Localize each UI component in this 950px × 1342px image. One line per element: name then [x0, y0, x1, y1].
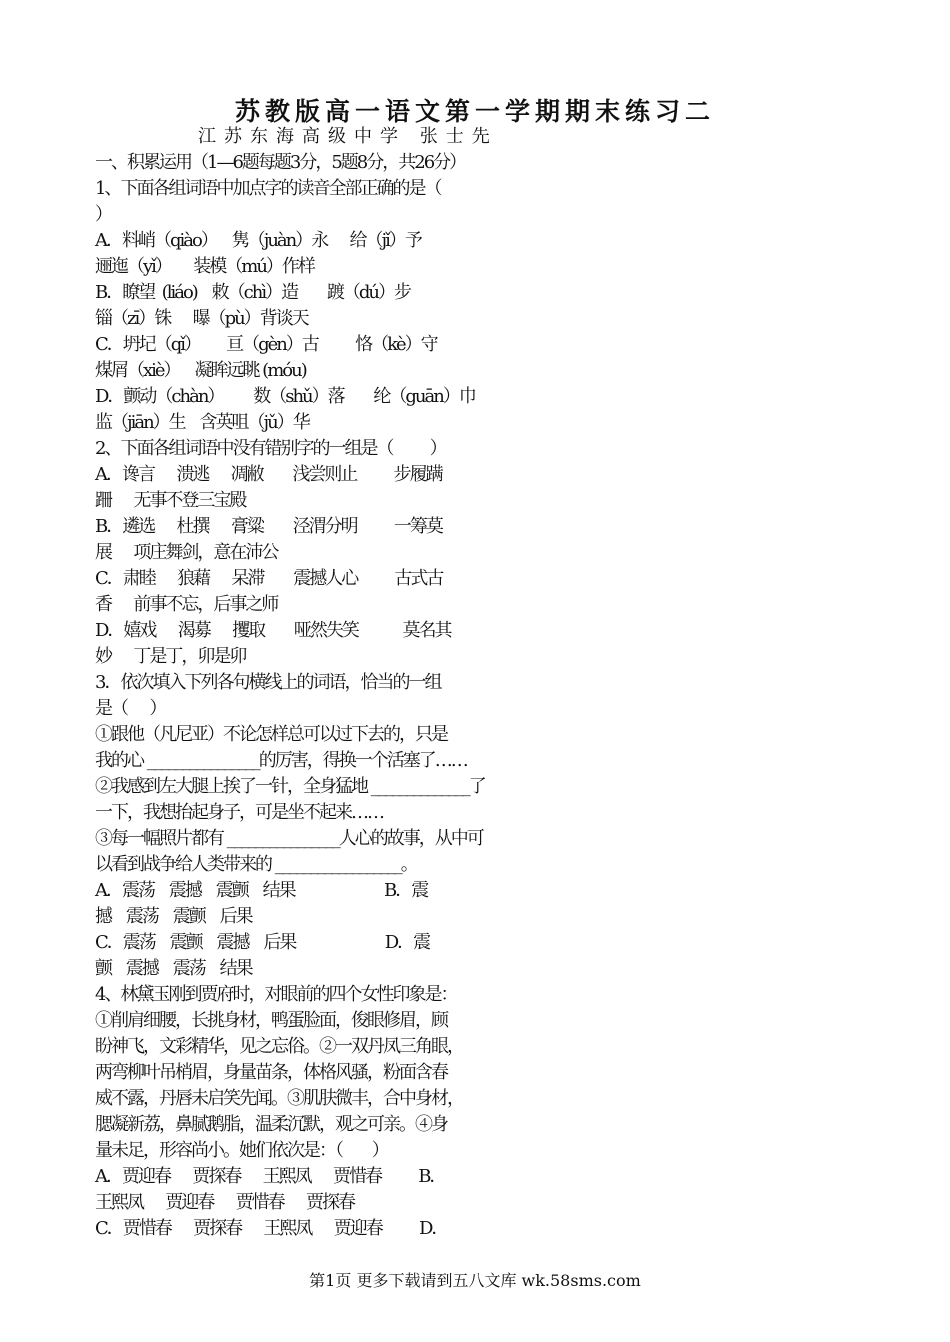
- text-line: 4、林黛玉刚到贾府时，对眼前的四个女性印象是：: [95, 984, 457, 1005]
- text-line: 2、下面各组词语中没有错别字的一组是（ ）: [95, 438, 446, 459]
- text-line: B．遴选 杜撰 膏粱 泾渭分明 一筹莫: [95, 516, 442, 537]
- text-line: 香 前事不忘，后事之师: [95, 594, 278, 615]
- text-line: 妙 丁是丁，卯是卯: [95, 646, 246, 667]
- text-line: A．震荡 震撼 震颤 结果 B．震: [95, 880, 428, 901]
- text-line: 颤 震撼 震荡 结果: [95, 958, 252, 979]
- text-line: 两弯柳叶吊梢眉，身量苗条，体格风骚，粉面含春: [95, 1062, 447, 1083]
- text-line: 撼 震荡 震颤 后果: [95, 906, 252, 927]
- document-title: 苏教版高一语文第一学期期末练习二: [234, 97, 715, 126]
- text-line: C．坍圮（qǐ） 亘（gèn）古 恪（kè）守: [95, 334, 437, 355]
- text-line: 监（jiān）生 含英咀（jǔ）华: [95, 412, 309, 433]
- text-line: 我的心 ________________的厉害，得换一个活塞了……: [95, 750, 467, 771]
- text-line: ①跟他（凡尼亚）不论怎样总可以过下去的，只是: [95, 724, 447, 745]
- text-line: C．震荡 震颤 震撼 后果 D．震: [95, 932, 430, 953]
- text-line: C．贾惜春 贾探春 王熙凤 贾迎春 D．: [95, 1218, 448, 1239]
- text-line: A．贾迎春 贾探春 王熙凤 贾惜春 B．: [95, 1166, 446, 1187]
- text-line: 1、下面各组词语中加点字的读音全部正确的是（: [95, 178, 441, 199]
- text-line: 王熙凤 贾迎春 贾惜春 贾探春: [95, 1192, 354, 1213]
- text-line: 跚 无事不登三宝殿: [95, 490, 246, 511]
- text-line: ①削肩细腰，长挑身材，鸭蛋脸面，俊眼修眉，顾: [95, 1010, 447, 1031]
- text-line: 逦迤（yǐ） 装模（mú）作样: [95, 256, 314, 277]
- text-line: 以看到战争给人类带来的 __________________。: [95, 854, 417, 875]
- text-line: 一、积累运用（1—6题每题3分，5题8分，共26分）: [95, 152, 466, 173]
- text-line: A．料峭（qiào） 隽（juàn）永 给（jǐ）予: [95, 230, 421, 251]
- text-line: ）: [95, 204, 111, 225]
- document-author: 江苏东海高级中学 张士先: [198, 126, 498, 147]
- page-footer: 第1页 更多下载请到五八文库 wk.58sms.com: [309, 1271, 641, 1290]
- text-line: 煤屑（xiè） 凝眸远眺 (móu): [95, 360, 306, 381]
- text-line: 锱（zī）铢 曝（pù）背谈天: [95, 308, 308, 329]
- text-line: B．瞭望 (liáo) 敕（chì）造 踱（dú）步: [95, 282, 411, 303]
- text-line: 盼神飞，文彩精华，见之忘俗。②一双丹凤三角眼，: [95, 1036, 463, 1057]
- text-line: 威不露，丹唇未启笑先闻。③肌肤微丰，合中身材，: [95, 1088, 463, 1109]
- text-line: A．谗言 溃逃 凋敝 浅尝则止 步履蹒: [95, 464, 442, 485]
- text-line: 量未足，形容尚小。她们依次是：（ ）: [95, 1140, 388, 1161]
- text-line: D．颤动（chàn） 数（shǔ）落 纶（guān）巾: [95, 386, 475, 407]
- text-line: ②我感到左大腿上挨了一针，全身猛地 ______________了: [95, 776, 485, 797]
- text-line: 展 项庄舞剑，意在沛公: [95, 542, 278, 563]
- document-body: [95, 150, 875, 1242]
- text-line: 一下，我想抬起身子，可是坐不起来……: [95, 802, 383, 823]
- text-line: 3．依次填入下列各句横线上的词语，恰当的一组: [95, 672, 441, 693]
- text-line: ③每一幅照片都有 ________________人心的故事，从中可: [95, 828, 483, 849]
- text-line: C．肃睦 狼藉 呆滞 震撼人心 古式古: [95, 568, 443, 589]
- text-line: 是（ ）: [95, 698, 166, 719]
- text-line: 腮凝新荔，鼻腻鹅脂，温柔沉默，观之可亲。④身: [95, 1114, 447, 1135]
- text-line: D．嬉戏 渴募 攫取 哑然失笑 莫名其: [95, 620, 451, 641]
